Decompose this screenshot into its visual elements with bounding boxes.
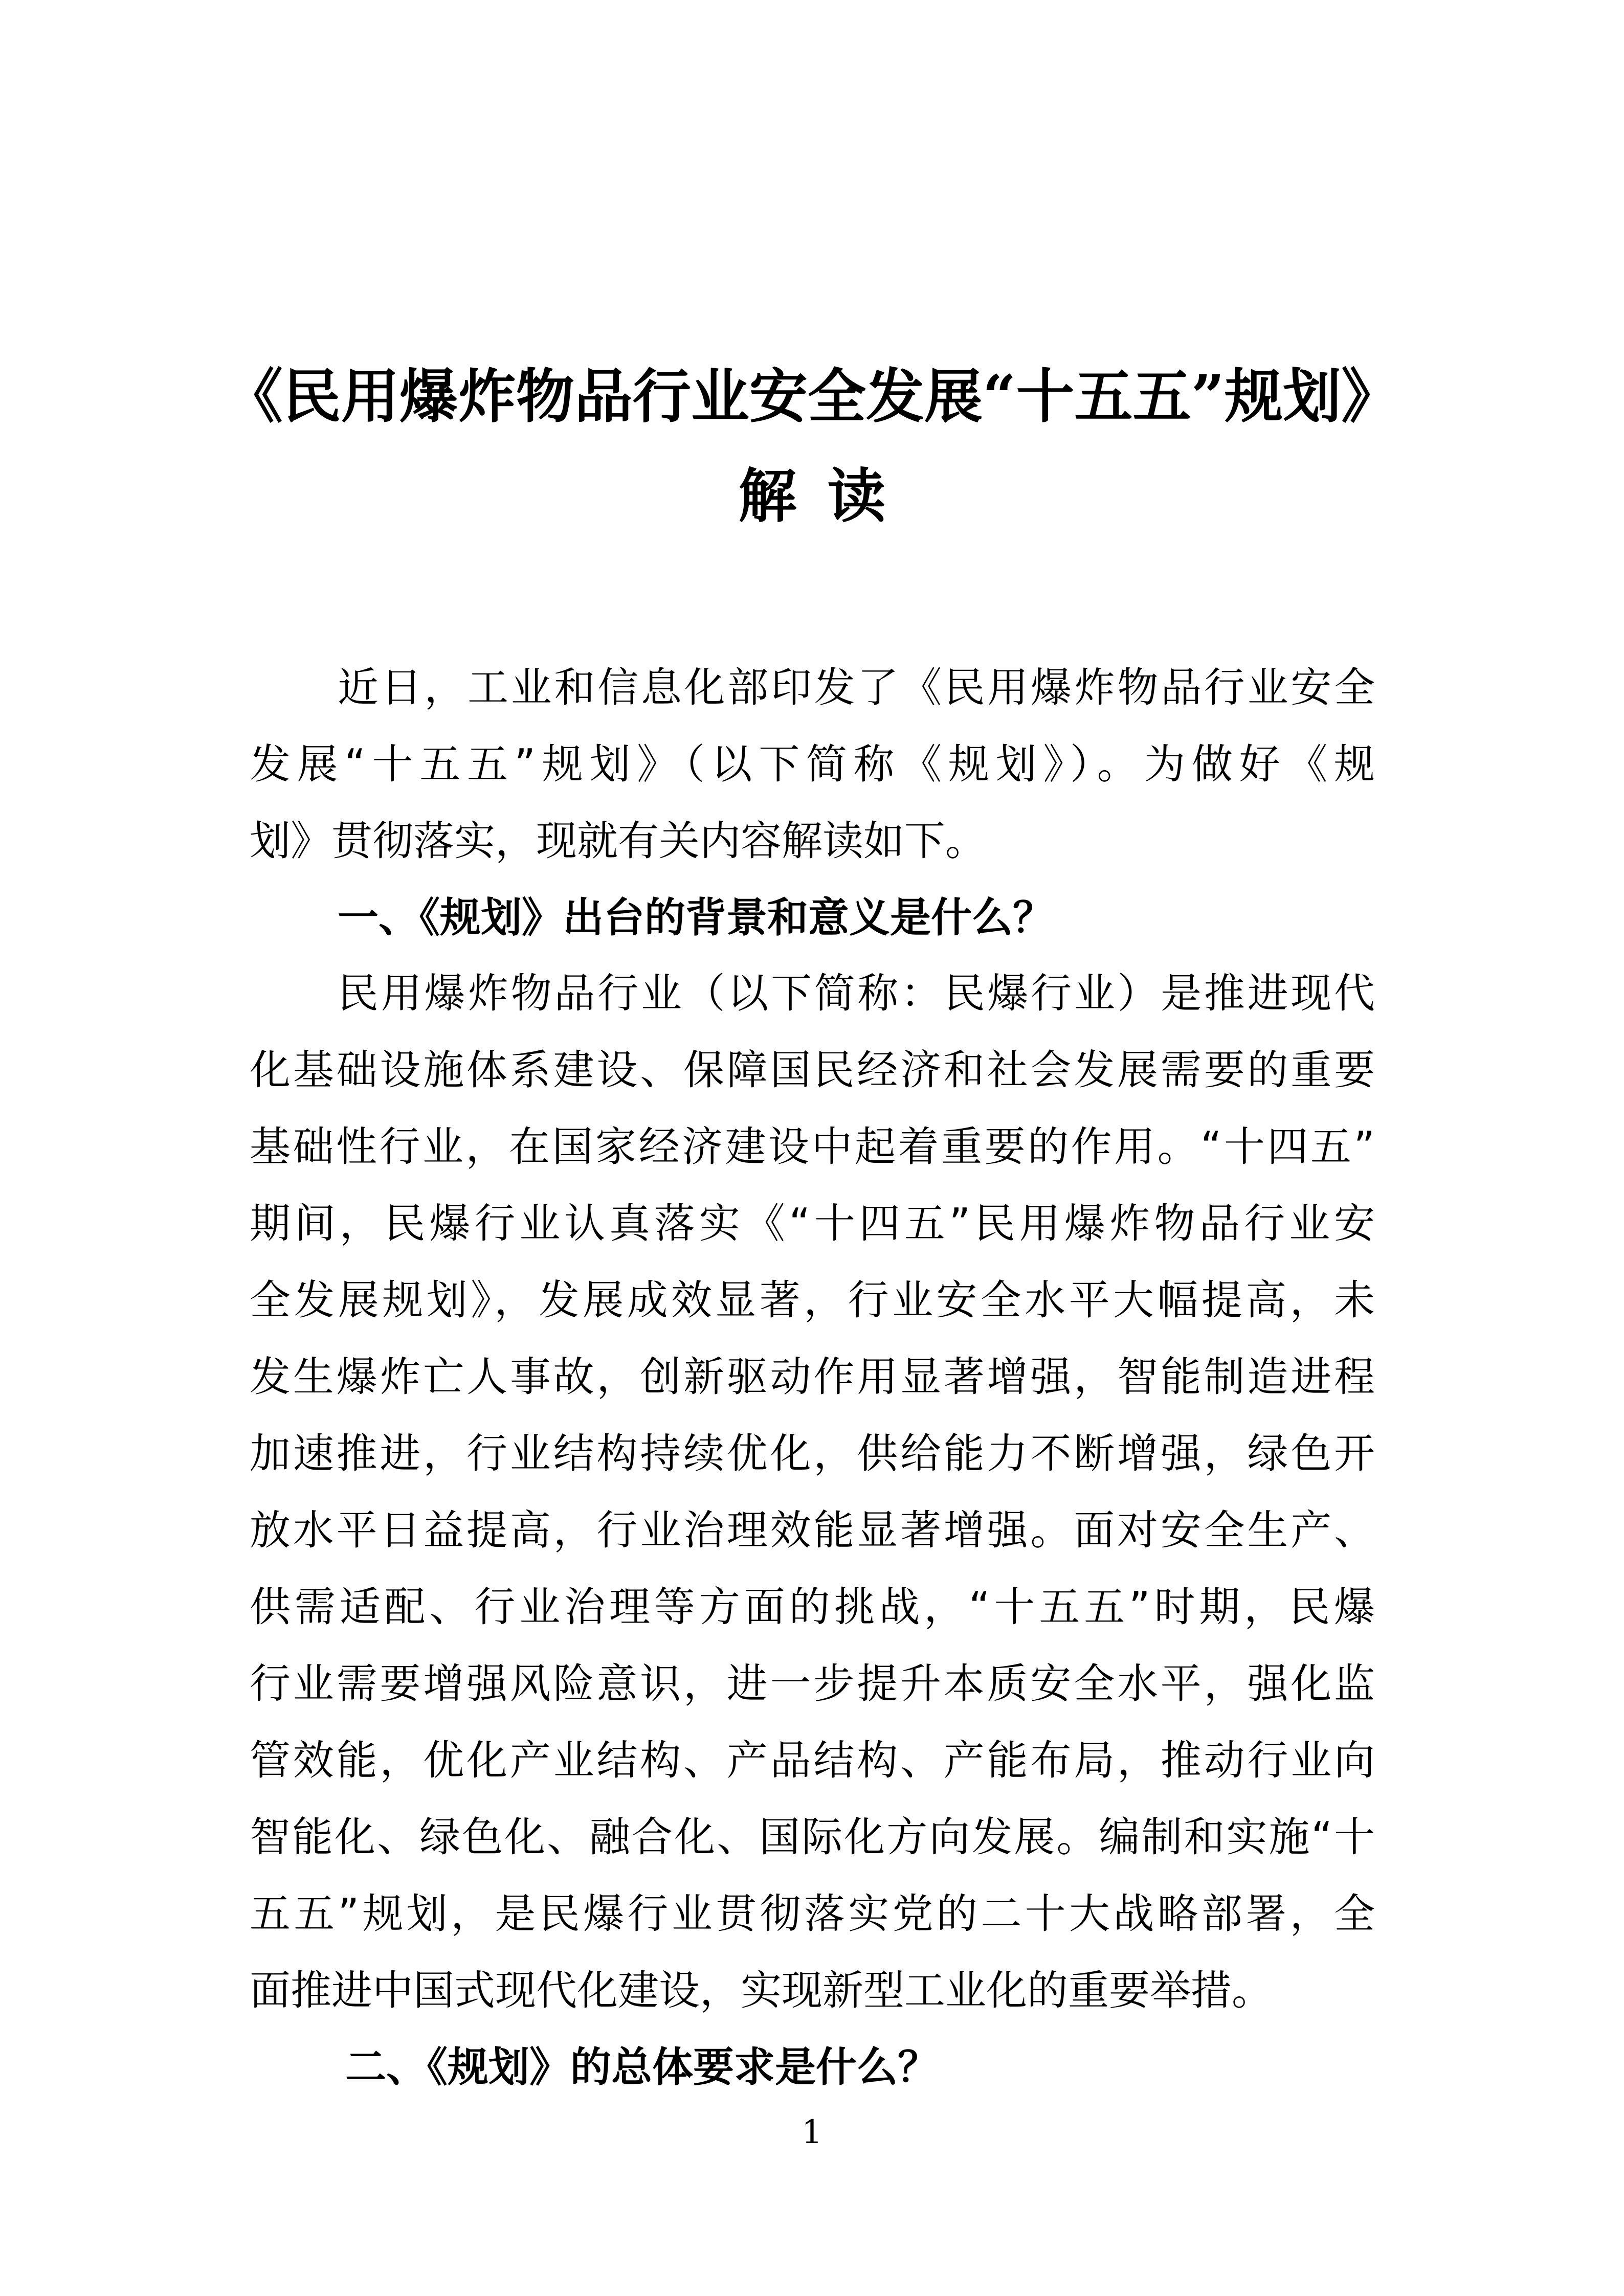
paragraph-line: 五五”规划，是民爆行业贯彻落实党的二十大战略部署，全 [250,1890,1375,1938]
paragraph-line: 化基础设施体系建设、保障国民经济和社会发展需要的重要 [250,1046,1375,1094]
paragraph-line: 划》贯彻落实，现就有关内容解读如下。 [250,817,986,865]
paragraph-line: 智能化、绿色化、融合化、国际化方向发展。编制和实施“十 [250,1813,1375,1861]
paragraph-line: 加速推进，行业结构持续优化，供给能力不断增强，绿色开 [250,1430,1375,1477]
page-number: 1 [802,2113,822,2151]
paragraph-line: 发展“十五五”规划》（以下简称《规划》）。为做好《规 [250,740,1375,788]
paragraph-line: 面推进中国式现代化建设，实现新型工业化的重要举措。 [250,1967,1273,2014]
paragraph-line: 近日，工业和信息化部印发了《民用爆炸物品行业安全 [338,664,1375,711]
paragraph-line: 全发展规划》，发展成效显著，行业安全水平大幅提高，未 [250,1276,1375,1324]
document-title-line-1: 《民用爆炸物品行业安全发展“十五五”规划》 [224,362,1400,431]
section-heading-1: 一、《规划》出台的背景和意义是什么？ [338,894,1054,941]
paragraph-line: 供需适配、行业治理等方面的挑战，“十五五”时期，民爆 [250,1583,1375,1631]
document-title-line-2: 解读 [738,462,917,530]
paragraph-line: 放水平日益提高，行业治理效能显著增强。面对安全生产、 [250,1506,1375,1554]
paragraph-line: 行业需要增强风险意识，进一步提升本质安全水平，强化监 [250,1660,1375,1707]
paragraph-line: 期间，民爆行业认真落实《“十四五”民用爆炸物品行业安 [250,1200,1375,1247]
paragraph-line: 民用爆炸物品行业（以下简称：民爆行业）是推进现代 [338,970,1375,1017]
paragraph-line: 管效能，优化产业结构、产品结构、产能布局，推动行业向 [250,1737,1375,1784]
paragraph-line: 发生爆炸亡人事故，创新驱动作用显著增强，智能制造进程 [250,1353,1375,1401]
paragraph-line: 基础性行业，在国家经济建设中起着重要的作用。“十四五” [250,1123,1375,1170]
section-heading-2: 二、《规划》的总体要求是什么？ [345,2043,939,2091]
